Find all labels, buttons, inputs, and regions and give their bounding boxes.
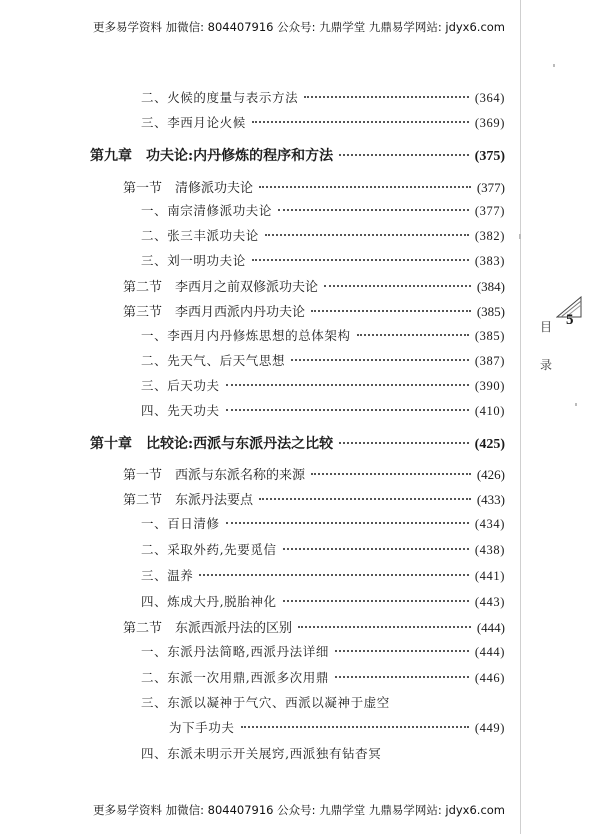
toc-entry-title: 三、东派以凝神于气穴、西派以凝神于虚空 bbox=[141, 695, 390, 710]
dot-leader bbox=[304, 96, 469, 98]
toc-section-page: (426) bbox=[476, 467, 505, 482]
toc-entry-title: 二、张三丰派功夫论 bbox=[141, 228, 259, 243]
scan-speck bbox=[553, 64, 555, 67]
toc-entry-page: (441) bbox=[474, 569, 505, 583]
header-banner: 更多易学资料 加微信: 804407916 公众号: 九鼎学堂 九鼎易学网站: jdyx6.com bbox=[92, 20, 506, 34]
scan-speck bbox=[575, 403, 577, 406]
toc-chapter bbox=[90, 145, 505, 165]
toc-entry-title: 四、炼成大丹,脱胎神化 bbox=[141, 594, 277, 609]
toc-entry-page: (443) bbox=[474, 595, 505, 609]
toc-section-page: (444) bbox=[476, 620, 505, 635]
toc-entry bbox=[141, 326, 505, 344]
toc-section bbox=[123, 276, 505, 295]
dot-leader bbox=[259, 498, 471, 500]
toc-entry bbox=[141, 201, 505, 219]
dot-leader bbox=[311, 473, 471, 475]
toc-entry-page: (410) bbox=[474, 404, 505, 418]
toc-entry-page: (383) bbox=[474, 254, 505, 268]
toc-entry-page: (390) bbox=[474, 379, 505, 393]
toc-entry-title: 一、百日清修 bbox=[141, 516, 220, 531]
dot-leader bbox=[357, 334, 469, 336]
dot-leader bbox=[298, 626, 471, 628]
toc-entry bbox=[141, 642, 505, 660]
dot-leader bbox=[252, 259, 469, 261]
toc-entry-page: (382) bbox=[474, 229, 505, 243]
toc-entry bbox=[141, 376, 505, 394]
toc-entry-page: (434) bbox=[474, 517, 505, 531]
page-number: 5 bbox=[566, 312, 574, 328]
toc-section-page: (433) bbox=[476, 492, 505, 507]
toc-entry bbox=[141, 514, 505, 532]
dot-leader bbox=[265, 234, 469, 236]
toc-entry bbox=[141, 88, 505, 106]
dot-leader bbox=[226, 384, 469, 386]
toc-chapter-title: 第九章 功夫论:内丹修炼的程序和方法 bbox=[90, 148, 334, 164]
toc-entry-continuation bbox=[169, 718, 505, 736]
toc-entry-title: 三、后天功夫 bbox=[141, 378, 220, 393]
toc-section-page: (385) bbox=[476, 304, 505, 319]
toc-entry-title: 二、火候的度量与表示方法 bbox=[141, 90, 299, 105]
toc-side-label-1: 目 bbox=[539, 320, 552, 334]
toc-section-title: 第二节 东派丹法要点 bbox=[123, 493, 254, 508]
dot-leader bbox=[259, 186, 471, 188]
toc-entry-title: 三、温养 bbox=[141, 568, 194, 583]
dot-leader bbox=[291, 359, 469, 361]
footer-banner: 更多易学资料 加微信: 804407916 公众号: 九鼎学堂 九鼎易学网站: jdyx6.com bbox=[92, 803, 506, 817]
toc-entry-title: 二、东派一次用鼎,西派多次用鼎 bbox=[141, 670, 329, 685]
toc-section-title: 第二节 李西月之前双修派功夫论 bbox=[123, 280, 319, 295]
toc-chapter bbox=[90, 433, 505, 453]
dot-leader bbox=[252, 121, 469, 123]
dot-leader bbox=[339, 442, 469, 444]
toc-section bbox=[123, 489, 505, 508]
toc-chapter-page: (425) bbox=[474, 437, 505, 452]
toc-entry-title: 一、李西月内丹修炼思想的总体架构 bbox=[141, 328, 351, 343]
toc-section bbox=[123, 617, 505, 636]
toc-entry bbox=[141, 744, 505, 762]
toc-entry-title: 为下手功夫 bbox=[169, 720, 235, 735]
toc-entry-page: (364) bbox=[474, 91, 505, 105]
toc-entry bbox=[141, 251, 505, 269]
toc-section-page: (384) bbox=[476, 279, 505, 294]
toc-chapter-title: 第十章 比较论:西派与东派丹法之比较 bbox=[90, 436, 334, 452]
dot-leader bbox=[199, 574, 469, 576]
toc-entry bbox=[141, 592, 505, 610]
toc-entry-page: (369) bbox=[474, 116, 505, 130]
margin-rule bbox=[520, 0, 521, 834]
toc-entry-page: (446) bbox=[474, 671, 505, 685]
toc-entry-title: 三、刘一明功夫论 bbox=[141, 253, 246, 268]
toc-entry bbox=[141, 693, 505, 711]
dot-leader bbox=[283, 548, 469, 550]
scan-speck bbox=[519, 234, 521, 239]
toc-entry-title: 四、先天功夫 bbox=[141, 403, 220, 418]
dot-leader bbox=[311, 310, 471, 312]
toc-section-title: 第三节 李西月西派内丹功夫论 bbox=[123, 305, 306, 320]
toc-entry-title: 二、先天气、后天气思想 bbox=[141, 353, 286, 368]
toc-entry bbox=[141, 401, 505, 419]
toc-section-title: 第一节 清修派功夫论 bbox=[123, 181, 254, 196]
dot-leader bbox=[226, 409, 469, 411]
toc-section bbox=[123, 177, 505, 196]
toc-entry-page: (377) bbox=[474, 204, 505, 218]
toc-entry bbox=[141, 351, 505, 369]
toc-entry bbox=[141, 540, 505, 558]
toc-entry bbox=[141, 566, 505, 584]
dot-leader bbox=[324, 285, 471, 287]
toc-entry-title: 一、南宗清修派功夫论 bbox=[141, 203, 273, 218]
toc-section-page: (377) bbox=[476, 180, 505, 195]
dot-leader bbox=[278, 209, 469, 211]
toc-section bbox=[123, 464, 505, 483]
toc-entry-page: (385) bbox=[474, 329, 505, 343]
toc-entry-title: 四、东派未明示开关展窍,西派独有钻杳冥 bbox=[141, 746, 382, 761]
dot-leader bbox=[335, 676, 469, 678]
toc-chapter-page: (375) bbox=[474, 149, 505, 164]
toc-entry-title: 二、采取外药,先要觅信 bbox=[141, 542, 277, 557]
dot-leader bbox=[241, 726, 469, 728]
toc-side-label-2: 录 bbox=[539, 358, 552, 372]
dot-leader bbox=[283, 600, 469, 602]
toc-section bbox=[123, 301, 505, 320]
toc-entry-title: 一、东派丹法简略,西派丹法详细 bbox=[141, 644, 329, 659]
toc-section-title: 第一节 西派与东派名称的来源 bbox=[123, 468, 306, 483]
toc-entry-page: (387) bbox=[474, 354, 505, 368]
dot-leader bbox=[226, 522, 469, 524]
toc-entry bbox=[141, 226, 505, 244]
dot-leader bbox=[339, 154, 469, 156]
toc-entry bbox=[141, 113, 505, 131]
toc-entry-page: (444) bbox=[474, 645, 505, 659]
toc-entry-title: 三、李西月论火候 bbox=[141, 115, 246, 130]
toc-entry-page: (449) bbox=[474, 721, 505, 735]
toc-entry-page: (438) bbox=[474, 543, 505, 557]
dot-leader bbox=[335, 650, 469, 652]
toc-entry bbox=[141, 668, 505, 686]
toc-section-title: 第二节 东派西派丹法的区别 bbox=[123, 621, 293, 636]
